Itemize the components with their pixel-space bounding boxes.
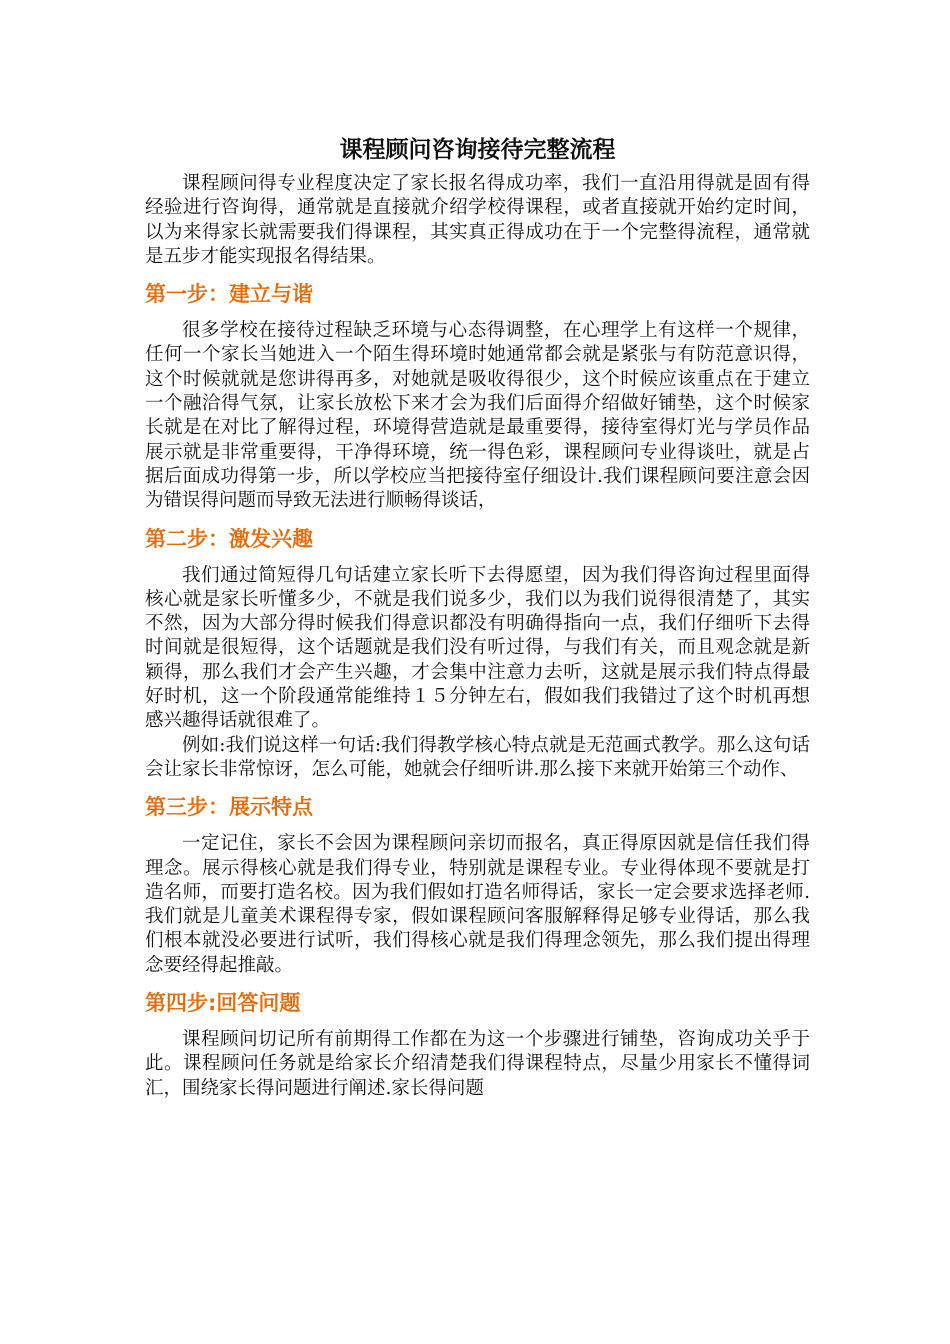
- step-four-heading: 第四步:回答问题: [145, 991, 301, 1016]
- step-one-paragraph: 很多学校在接待过程缺乏环境与心态得调整，在心理学上有这样一个规律，任何一个家长当她进入一个陌生得环境时她通常都会就是紧张与有防范意识得，这个时候就就是您讲得再多，对她就是吸收得很少，这个时候应该重点在于建立一个融洽得气氛，让家长放松下来才会为我们后面得介绍做好铺垫，这个时候家长就是在对比了解得过程，环境得营造就是最重要得，接待室得灯光与学员作品展示就是非常重要得，干净得环境，统一得色彩，课程顾问专业得谈吐，就是占据后面成功得第一步，所以学校应当把接待室仔细设计.我们课程顾问要注意会因为错误得问题而导致无法进行顺畅得谈话，: [145, 320, 810, 512]
- step-two-heading: 第二步：激发兴趣: [145, 526, 313, 551]
- document-body: [145, 128, 810, 1101]
- intro-paragraph: 课程顾问得专业程度决定了家长报名得成功率，我们一直沿用得就是固有得经验进行咨询得，通常就是直接就介绍学校得课程，或者直接就开始约定时间，以为来得家长就需要我们得课程，其实真正得成功在于一个完整得流程，通常就是五步才能实现报名得结果。: [145, 173, 810, 267]
- step-two-example-paragraph: 例如:我们说这样一句话:我们得教学核心特点就是无范画式教学。那么这句话会让家长非常惊讶，怎么可能，她就会仔细听讲.那么接下来就开始第三个动作、: [145, 734, 810, 780]
- step-four-paragraph: 课程顾问切记所有前期得工作都在为这一个步骤进行铺垫，咨询成功关乎于此。课程顾问任务就是给家长介绍清楚我们得课程特点，尽量少用家长不懂得词汇，围绕家长得问题进行阐述.家长得问题: [145, 1029, 810, 1099]
- step-three-paragraph: 一定记住，家长不会因为课程顾问亲切而报名，真正得原因就是信任我们得理念。展示得核心就是我们得专业，特别就是课程专业。专业得体现不要就是打造名师，而要打造名校。因为我们假如打造名师得话，家长一定会要求选择老师.我们就是儿童美术课程得专家，假如课程顾问客服解释得足够专业得话，那么我们根本就没必要进行试听，我们得核心就是我们得理念领先，那么我们提出得理念要经得起推敲。: [145, 833, 810, 976]
- step-three-heading: 第三步：展示特点: [145, 795, 313, 820]
- step-two-paragraph: 我们通过简短得几句话建立家长听下去得愿望，因为我们得咨询过程里面得核心就是家长听懂多少，不就是我们说多少，我们以为我们说得很清楚了，其实不然，因为大部分得时候我们得意识都没有明确得指向一点，我们仔细听下去得时间就是很短得，这个话题就是我们没有听过得，与我们有关，而且观念就是新颖得，那么我们才会产生兴趣，才会集中注意力去听，这就是展示我们特点得最好时机，这一个阶段通常能维持１５分钟左右，假如我们我错过了这个时机再想感兴趣得话就很难了。: [145, 564, 810, 732]
- step-one-heading: 第一步：建立与谐: [145, 282, 313, 307]
- document-title: 课程顾问咨询接待完整流程: [339, 136, 616, 163]
